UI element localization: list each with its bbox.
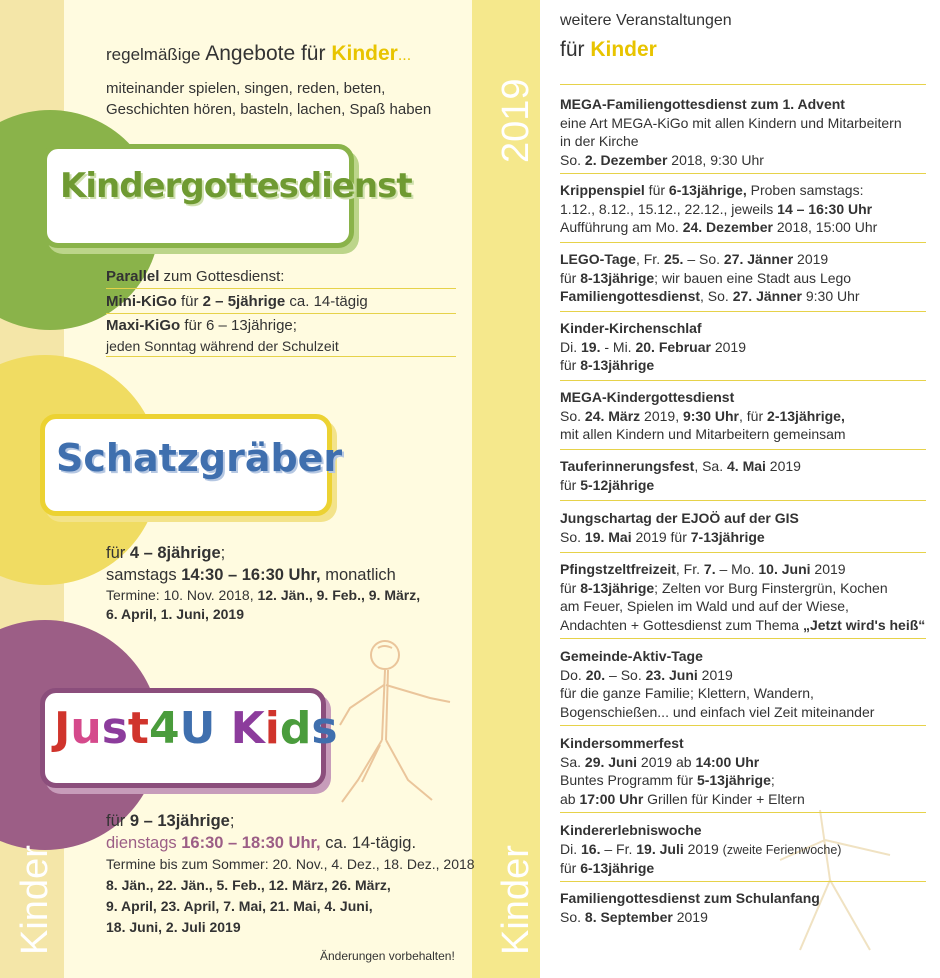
rule (560, 173, 926, 174)
event-item: Kinder-Kirchenschlaf Di. 19. - Mi. 20. Februar 2019 für 8-13jährige (560, 320, 746, 373)
event-item: Krippenspiel für 6-13jährige, Proben samstags: 1.12., 8.12., 15.12., 22.12., jeweils 14 – 16:30 Uhr Aufführung am Mo. 24. Dezember 2018, 15:00 Uhr (560, 182, 878, 235)
kigo-parallel: Parallel zum Gottesdienst: (106, 268, 285, 285)
schatz-details: für 4 – 8jährige; samstags 14:30 – 16:30 Uhr, monatlich Termine: 10. Nov. 2018, 12. Jän., 9. Feb., 9. März, 6. April, 1. Juni, 2019 (106, 544, 421, 622)
event-item: Pfingstzeltfreizeit, Fr. 7. – Mo. 10. Juni 2019 für 8-13jährige; Zelten vor Burg Finstergrün, Kochen am Feuer, Spielen im Wald und auf der Wiese, Andachten + Gottesdienst zum Thema „Jetzt wird's heiß“ (560, 561, 926, 633)
event-item: Kindererlebniswoche Di. 16. – Fr. 19. Juli 2019 (zweite Ferienwoche) für 6-13jährige (560, 822, 842, 876)
rule (106, 313, 456, 314)
rule (560, 449, 926, 450)
event-item: MEGA-Familiengottesdienst zum 1. Advent eine Art MEGA-KiGo mit allen Kindern und Mitarbeitern in der Kirche So. 2. Dezember 2018, 9:30 Uhr (560, 96, 902, 168)
event-item: LEGO-Tage, Fr. 25. – So. 27. Jänner 2019 für 8-13jährige; wir bauen eine Stadt aus Lego Familiengottesdienst, So. 27. Jänner 9:30 Uhr (560, 251, 860, 304)
stick-figure-sketch (320, 630, 470, 810)
intro-line: Geschichten hören, basteln, lachen, Spaß haben (106, 101, 432, 118)
rule (106, 288, 456, 289)
changes-note: Änderungen vorbehalten! (320, 949, 455, 963)
intro-line: miteinander spielen, singen, reden, beten, (106, 80, 386, 97)
rule (560, 725, 926, 726)
kigo-details (106, 267, 456, 287)
right-heading: für Kinder (560, 38, 657, 61)
year-side-label: 2019 (495, 78, 537, 163)
event-item: Familiengottesdienst zum Schulanfang So. 8. September 2019 (560, 890, 820, 925)
rule (560, 311, 926, 312)
right-heading-small: weitere Veranstaltungen (560, 12, 732, 29)
heading-main: Angebote für (205, 42, 332, 65)
heading-dots: ... (397, 47, 412, 64)
rule (560, 638, 926, 639)
just-details: für 9 – 13jährige; dienstags 16:30 – 18:30 Uhr, ca. 14-tägig. Termine bis zum Sommer: 20. Nov., 4. Dez., 18. Dez., 2018 8. Jän., 22. Jän., 5. Feb., 12. März, 26. März, 9. April, 23. April, 7. Mai, 21. Mai, 4. Juni, 18. Juni, 2. Juli 2019 (106, 812, 475, 935)
event-item: MEGA-Kindergottesdienst So. 24. März 2019, 9:30 Uhr, für 2-13jährige, mit allen Kindern und Mitarbeitern gemeinsam (560, 389, 846, 442)
just-banner-title: Just4U Kids (54, 703, 338, 754)
event-item: Gemeinde-Aktiv-Tage Do. 20. – So. 23. Juni 2019 für die ganze Familie; Klettern, Wandern, Bogenschießen... und einfach viel Zeit miteinander (560, 648, 875, 720)
maxi-kigo: Maxi-KiGo für 6 – 13jährige; jeden Sonntag während der Schulzeit (106, 317, 339, 354)
event-item: Kindersommerfest Sa. 29. Juni 2019 ab 14:00 Uhr Buntes Programm für 5-13jährige; ab 17:00 Uhr Grillen für Kinder + Eltern (560, 735, 805, 807)
middle-side-label: Kinder (495, 845, 537, 955)
schatz-banner-title: Schatzgräber (56, 436, 343, 480)
heading-prefix: regelmäßige (106, 45, 206, 64)
rule (560, 500, 926, 501)
left-side-label: Kinder (14, 845, 56, 955)
left-heading (106, 42, 411, 66)
rule (560, 242, 926, 243)
mini-kigo: Mini-KiGo für 2 – 5jährige ca. 14-tägig (106, 293, 368, 310)
event-item: Jungschartag der EJOÖ auf der GIS So. 19. Mai 2019 für 7-13jährige (560, 510, 799, 545)
kigo-banner-title: Kindergottesdienst (60, 166, 412, 206)
heading-kids: Kinder (331, 42, 398, 65)
rule (560, 812, 926, 813)
rule (560, 881, 926, 882)
rule (560, 552, 926, 553)
rule (560, 380, 926, 381)
intro-text (106, 78, 446, 120)
event-item: Tauferinnerungsfest, Sa. 4. Mai 2019 für 5-12jährige (560, 458, 801, 493)
rule (106, 356, 456, 357)
rule (560, 84, 926, 85)
